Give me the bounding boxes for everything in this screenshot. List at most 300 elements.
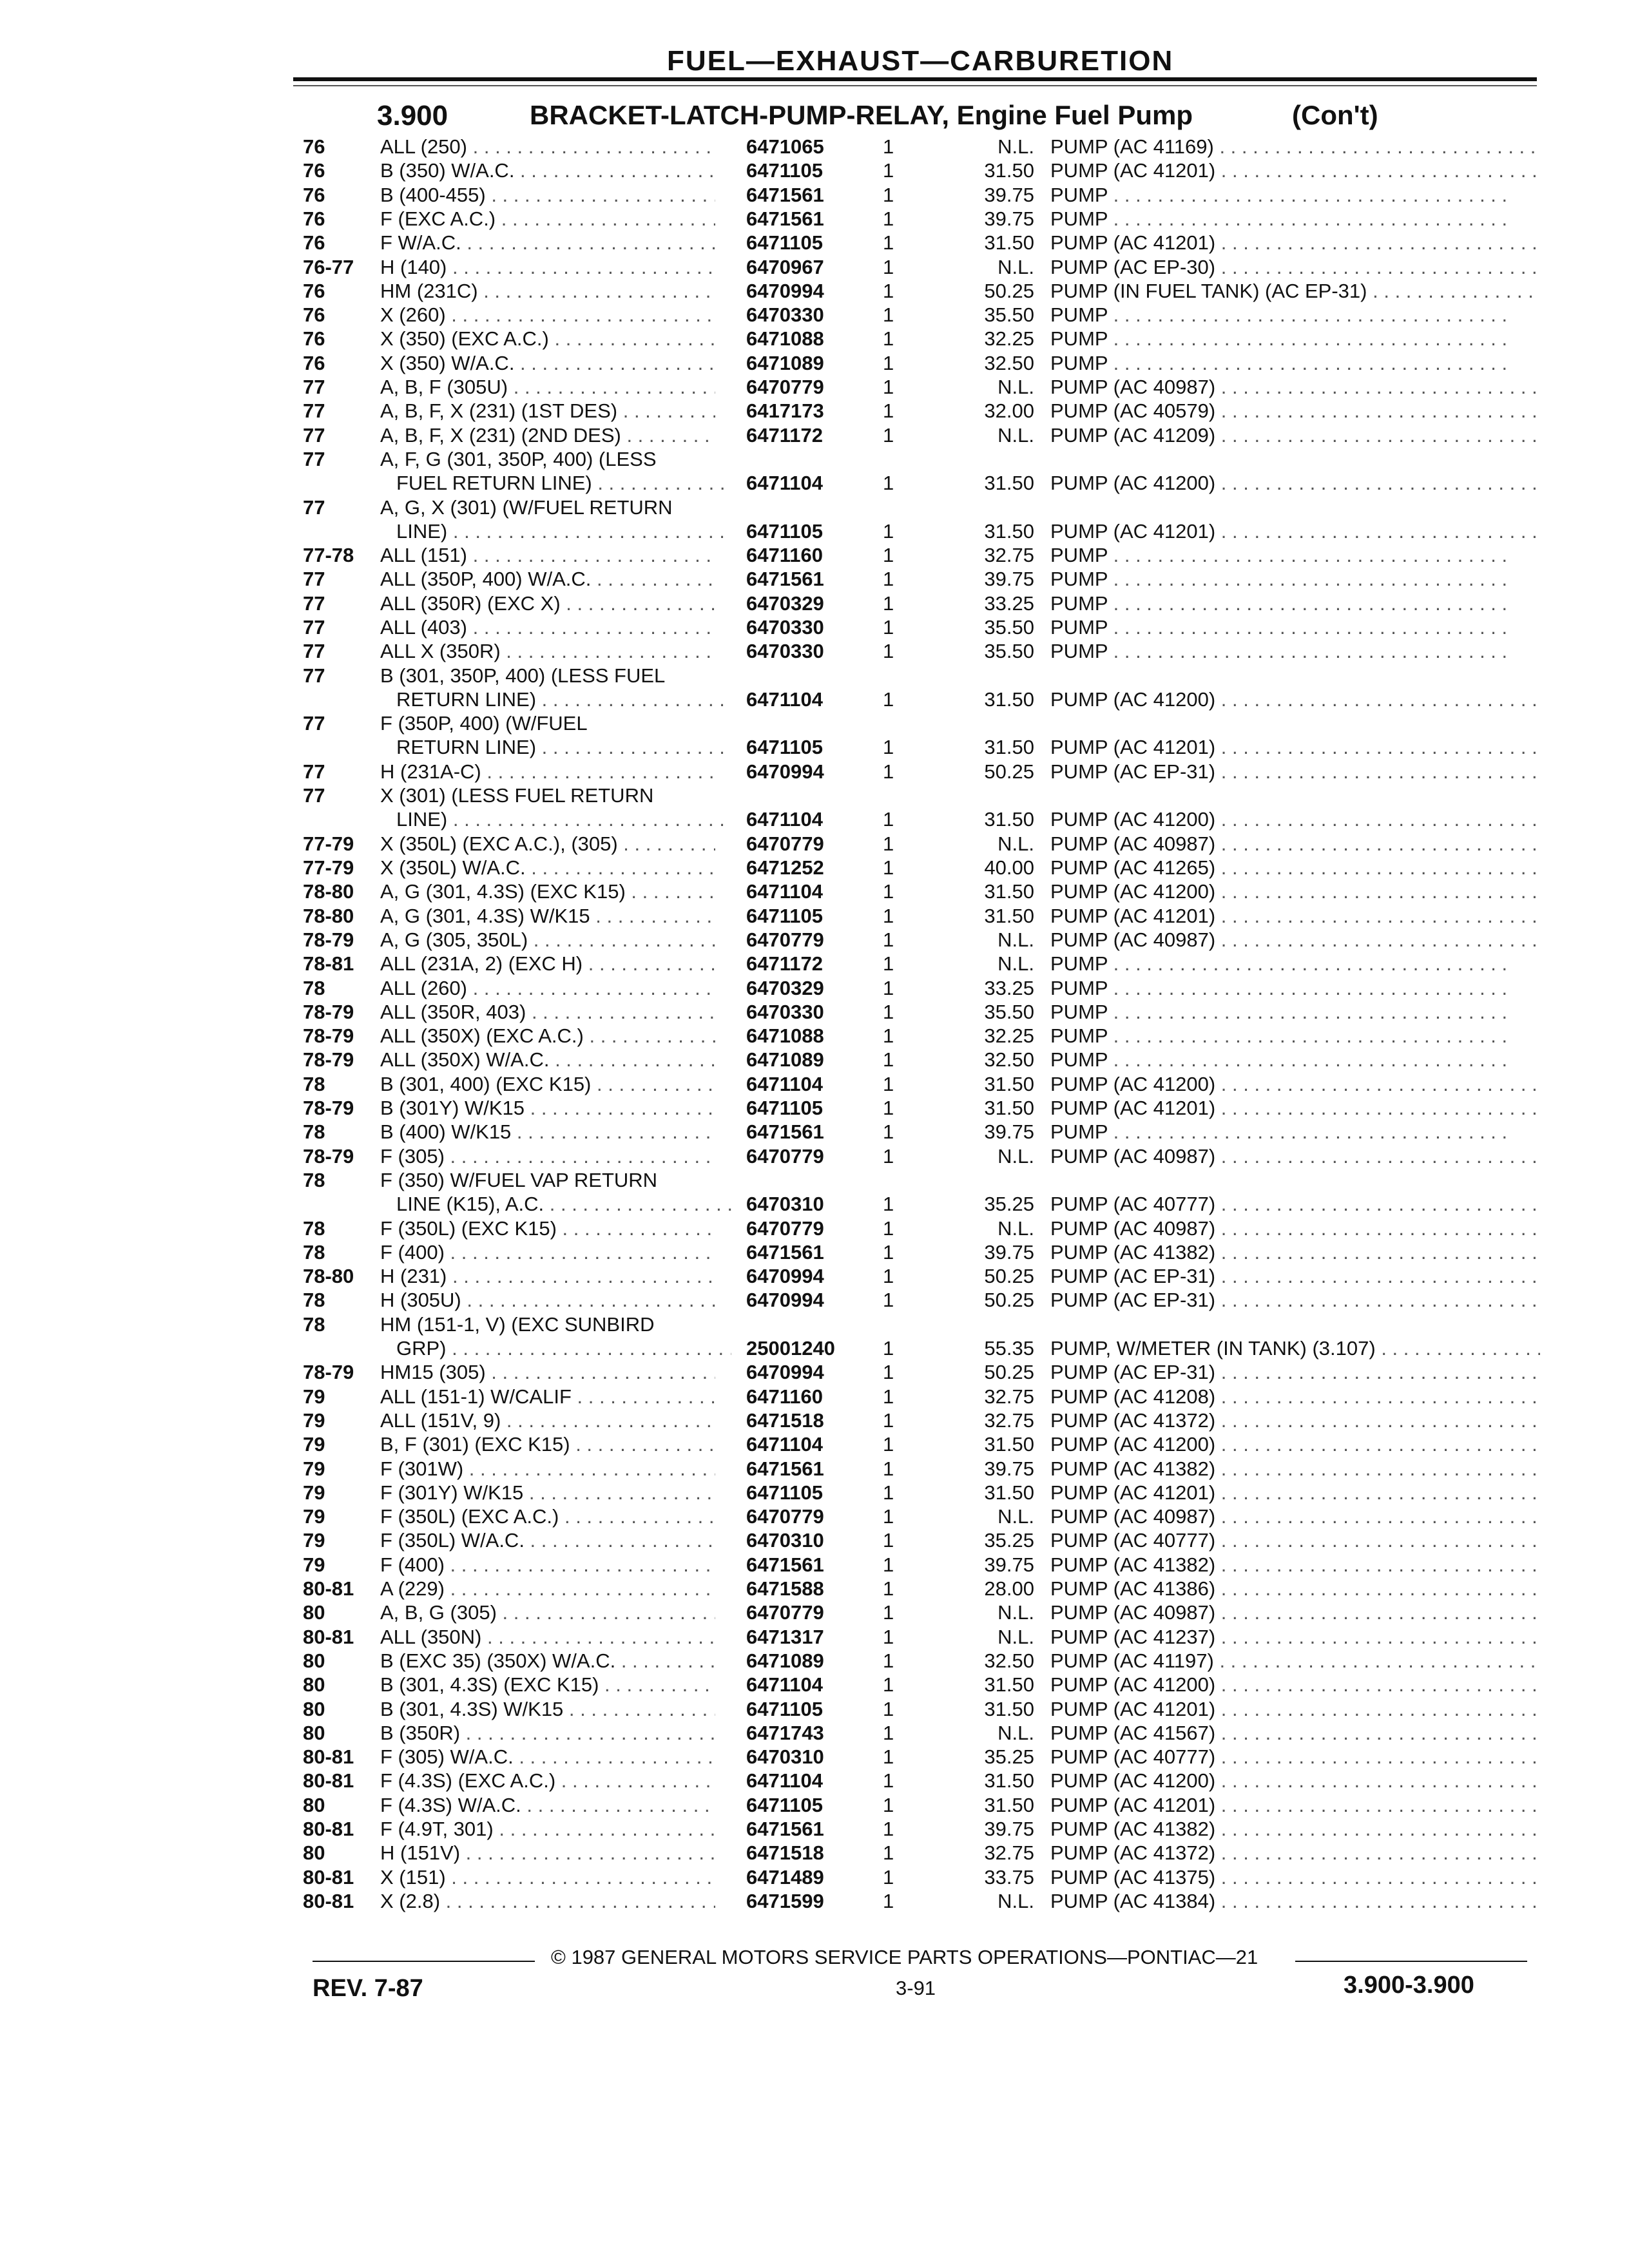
row-part-number: 6470330 xyxy=(746,616,824,639)
row-quantity: 1 xyxy=(883,1889,894,1912)
row-description: A, G, X (301) (W/FUEL RETURN xyxy=(380,495,673,519)
row-part-name: PUMP (AC EP-30) . . . xyxy=(1050,256,1540,279)
row-quantity: 1 xyxy=(883,568,894,591)
row-part-name: PUMP (IN FUEL TANK) (AC EP-31) . . . xyxy=(1050,280,1540,303)
row-year: 80-81 xyxy=(303,1818,354,1840)
row-part-name: PUMP (AC 41382) . . . xyxy=(1050,1553,1540,1577)
row-year: 78-80 xyxy=(303,880,354,903)
row-price: 33.25 xyxy=(984,591,1034,615)
row-price: N.L. xyxy=(998,376,1034,398)
row-price: 31.50 xyxy=(984,1072,1034,1095)
row-year: 77 xyxy=(303,495,325,519)
row-quantity: 1 xyxy=(883,1529,894,1552)
row-description: B (400-455) . . . xyxy=(380,184,715,207)
row-part-name: PUMP (AC 41567) . . . xyxy=(1050,1722,1540,1745)
row-quantity: 1 xyxy=(883,1577,894,1600)
row-description: F (350L) W/A.C. . . . xyxy=(380,1529,715,1552)
table-row xyxy=(0,496,1629,544)
row-price: 31.50 xyxy=(984,808,1034,831)
row-quantity: 1 xyxy=(883,207,894,230)
table-row xyxy=(0,303,1629,327)
row-year: 80 xyxy=(303,1793,325,1816)
table-row xyxy=(0,352,1629,376)
row-description: H (231A-C) . . . xyxy=(380,760,715,783)
row-part-name: PUMP . . . xyxy=(1050,616,1540,639)
row-price: N.L. xyxy=(998,1889,1034,1912)
row-year: 78 xyxy=(303,1312,325,1336)
row-part-name: PUMP (AC 40987) . . . xyxy=(1050,376,1540,399)
row-year: 80-81 xyxy=(303,1745,354,1769)
row-description: ALL (151-1) W/CALIF . . . xyxy=(380,1385,715,1408)
row-quantity: 1 xyxy=(883,1841,894,1865)
row-part-name: PUMP (AC 41197) . . . xyxy=(1050,1649,1540,1673)
row-quantity: 1 xyxy=(883,880,894,903)
row-year: 76-77 xyxy=(303,255,354,278)
row-year: 78-79 xyxy=(303,1048,354,1072)
row-part-name: PUMP (AC 41200) . . . xyxy=(1050,1769,1540,1792)
row-part-name: PUMP (AC 41382) . . . xyxy=(1050,1241,1540,1264)
table-row xyxy=(0,399,1629,423)
table-row xyxy=(0,280,1629,303)
row-quantity: 1 xyxy=(883,1697,894,1720)
row-description: A, B, G (305) . . . xyxy=(380,1601,715,1624)
row-year: 77 xyxy=(303,712,325,735)
row-quantity: 1 xyxy=(883,1265,894,1288)
row-description: A, G (301, 4.3S) (EXC K15) . . . xyxy=(380,880,715,903)
row-description: B (301, 4.3S) (EXC K15) . . . xyxy=(380,1673,715,1696)
row-part-number: 6471561 xyxy=(746,207,824,230)
row-year: 78-79 xyxy=(303,928,354,951)
row-year: 78 xyxy=(303,1120,325,1144)
row-part-number: 6471065 xyxy=(746,135,824,158)
row-part-number: 6471088 xyxy=(746,1024,824,1048)
row-part-number: 6471317 xyxy=(746,1625,824,1648)
row-price: 32.50 xyxy=(984,351,1034,374)
row-price: 35.50 xyxy=(984,640,1034,663)
row-year: 78-80 xyxy=(303,904,354,927)
row-year: 76 xyxy=(303,207,325,230)
row-quantity: 1 xyxy=(883,423,894,447)
table-row xyxy=(0,1361,1629,1385)
table-row xyxy=(0,905,1629,928)
table-row xyxy=(0,1505,1629,1529)
row-quantity: 1 xyxy=(883,640,894,663)
table-row xyxy=(0,1073,1629,1097)
row-description: LINE) . . . xyxy=(396,808,731,831)
row-year: 77 xyxy=(303,568,325,591)
row-price: 32.50 xyxy=(984,1048,1034,1072)
row-price: 32.25 xyxy=(984,327,1034,351)
row-description: X (350) (EXC A.C.) . . . xyxy=(380,327,715,351)
row-price: 33.75 xyxy=(984,1865,1034,1888)
row-year: 77-78 xyxy=(303,544,354,567)
row-price: 32.75 xyxy=(984,1385,1034,1408)
row-quantity: 1 xyxy=(883,1505,894,1528)
row-quantity: 1 xyxy=(883,904,894,927)
row-quantity: 1 xyxy=(883,591,894,615)
table-row xyxy=(0,1698,1629,1722)
table-row xyxy=(0,1409,1629,1433)
table-row xyxy=(0,1289,1629,1312)
row-part-number: 6470330 xyxy=(746,640,824,663)
row-part-number: 6471089 xyxy=(746,1649,824,1672)
row-part-number: 6471252 xyxy=(746,856,824,879)
row-quantity: 1 xyxy=(883,736,894,759)
table-row xyxy=(0,424,1629,448)
table-row xyxy=(0,1794,1629,1818)
row-price: 31.50 xyxy=(984,687,1034,711)
row-part-name: PUMP (AC 41200) . . . xyxy=(1050,1673,1540,1696)
row-description: F W/A.C. . . . xyxy=(380,231,715,255)
row-part-number: 6471105 xyxy=(746,1481,823,1504)
row-quantity: 1 xyxy=(883,1385,894,1408)
footer-rule-left xyxy=(313,1961,535,1962)
row-part-name: PUMP (AC EP-31) . . . xyxy=(1050,1361,1540,1384)
row-quantity: 1 xyxy=(883,1120,894,1144)
row-part-name: PUMP . . . xyxy=(1050,544,1540,567)
row-part-name: PUMP (AC 41201) . . . xyxy=(1050,905,1540,928)
row-year: 76 xyxy=(303,279,325,302)
row-description: A, F, G (301, 350P, 400) (LESS xyxy=(380,447,657,470)
row-part-number: 6471561 xyxy=(746,1553,824,1576)
row-price: 39.75 xyxy=(984,1120,1034,1144)
table-row xyxy=(0,1024,1629,1048)
row-description: F (350L) (EXC K15) . . . xyxy=(380,1217,715,1240)
table-row xyxy=(0,977,1629,1001)
row-part-name: PUMP (AC 40987) . . . xyxy=(1050,1145,1540,1168)
row-description: ALL (403) . . . xyxy=(380,616,715,639)
row-part-number: 6471105 xyxy=(746,1793,823,1816)
row-part-name: PUMP . . . xyxy=(1050,640,1540,663)
table-row xyxy=(0,231,1629,255)
row-part-name: PUMP (AC 40579) . . . xyxy=(1050,399,1540,423)
row-year: 78 xyxy=(303,1240,325,1264)
row-price: 39.75 xyxy=(984,1240,1034,1264)
row-quantity: 1 xyxy=(883,1361,894,1384)
row-description: F (350P, 400) (W/FUEL xyxy=(380,712,588,735)
row-description: ALL (350R, 403) . . . xyxy=(380,1001,715,1024)
row-quantity: 1 xyxy=(883,376,894,398)
row-part-name: PUMP (AC 41201) . . . xyxy=(1050,1698,1540,1721)
row-part-number: 6471172 xyxy=(746,952,823,975)
row-description: F (305) . . . xyxy=(380,1145,715,1168)
row-part-name: PUMP (AC 40777) . . . xyxy=(1050,1193,1540,1216)
row-part-name: PUMP (AC 41200) . . . xyxy=(1050,880,1540,903)
row-year: 80 xyxy=(303,1649,325,1672)
row-price: 31.50 xyxy=(984,1769,1034,1792)
row-year: 78 xyxy=(303,1072,325,1095)
table-row xyxy=(0,207,1629,231)
row-price: 50.25 xyxy=(984,1265,1034,1288)
row-part-name: PUMP (AC 40987) . . . xyxy=(1050,1217,1540,1240)
row-part-name: PUMP (AC 41201) . . . xyxy=(1050,159,1540,182)
row-year: 79 xyxy=(303,1553,325,1576)
row-price: N.L. xyxy=(998,832,1034,855)
row-part-number: 6471105 xyxy=(746,1097,823,1119)
row-quantity: 1 xyxy=(883,928,894,951)
row-description: ALL X (350R) . . . xyxy=(380,640,715,663)
row-description: F (400) . . . xyxy=(380,1241,715,1264)
table-row xyxy=(0,1601,1629,1625)
row-year: 79 xyxy=(303,1457,325,1480)
row-description: F (305) W/A.C. . . . xyxy=(380,1745,715,1769)
row-part-number: 6470779 xyxy=(746,928,824,951)
row-part-name: PUMP (AC 41200) . . . xyxy=(1050,808,1540,831)
row-year: 79 xyxy=(303,1529,325,1552)
row-part-name: PUMP (AC 40987) . . . xyxy=(1050,832,1540,856)
row-price: 31.50 xyxy=(984,1673,1034,1696)
row-part-number: 6471105 xyxy=(746,736,823,759)
row-quantity: 1 xyxy=(883,1721,894,1744)
row-year: 78-79 xyxy=(303,1000,354,1023)
row-part-name: PUMP (AC 41201) . . . xyxy=(1050,736,1540,759)
row-year: 78 xyxy=(303,1168,325,1191)
row-price: 55.35 xyxy=(984,1336,1034,1360)
row-part-name: PUMP (AC 41200) . . . xyxy=(1050,688,1540,711)
row-quantity: 1 xyxy=(883,808,894,831)
row-description: F (301Y) W/K15 . . . xyxy=(380,1481,715,1504)
row-quantity: 1 xyxy=(883,231,894,255)
row-part-name: PUMP (AC 41201) . . . xyxy=(1050,1481,1540,1504)
row-part-number: 6470779 xyxy=(746,1216,824,1240)
row-part-name: PUMP . . . xyxy=(1050,1048,1540,1072)
table-row xyxy=(0,448,1629,496)
row-part-number: 6471104 xyxy=(746,880,823,903)
row-quantity: 1 xyxy=(883,135,894,158)
row-quantity: 1 xyxy=(883,472,894,495)
table-row xyxy=(0,784,1629,832)
row-quantity: 1 xyxy=(883,399,894,423)
row-quantity: 1 xyxy=(883,976,894,999)
row-quantity: 1 xyxy=(883,1865,894,1888)
row-part-name: PUMP (AC 41208) . . . xyxy=(1050,1385,1540,1408)
row-year: 78 xyxy=(303,1289,325,1312)
row-price: 39.75 xyxy=(984,183,1034,206)
row-part-number: 6470779 xyxy=(746,832,824,855)
row-quantity: 1 xyxy=(883,544,894,567)
row-year: 77 xyxy=(303,376,325,398)
table-row xyxy=(0,1265,1629,1289)
row-quantity: 1 xyxy=(883,519,894,543)
row-description: X (350L) (EXC A.C.), (305) . . . xyxy=(380,832,715,856)
row-part-number: 6471561 xyxy=(746,568,824,591)
section-continued: (Con't) xyxy=(1292,100,1378,130)
row-description: B (350R) . . . xyxy=(380,1722,715,1745)
row-price: 32.75 xyxy=(984,1841,1034,1865)
row-part-name: PUMP (AC 41201) . . . xyxy=(1050,1794,1540,1817)
row-quantity: 1 xyxy=(883,1336,894,1360)
row-part-number: 6471104 xyxy=(746,1769,823,1792)
row-quantity: 1 xyxy=(883,1649,894,1672)
row-price: N.L. xyxy=(998,1601,1034,1624)
row-price: 31.50 xyxy=(984,231,1034,255)
row-part-name: PUMP . . . xyxy=(1050,1024,1540,1048)
row-year: 78 xyxy=(303,976,325,999)
row-year: 77 xyxy=(303,591,325,615)
row-part-name: PUMP (AC 41372) . . . xyxy=(1050,1409,1540,1432)
row-part-number: 6417173 xyxy=(746,399,824,423)
table-row xyxy=(0,640,1629,664)
row-price: 31.50 xyxy=(984,904,1034,927)
row-description: B (301, 400) (EXC K15) . . . xyxy=(380,1073,715,1096)
row-part-name: PUMP (AC 40987) . . . xyxy=(1050,928,1540,952)
row-quantity: 1 xyxy=(883,1769,894,1792)
row-price: 35.25 xyxy=(984,1745,1034,1769)
table-row xyxy=(0,135,1629,159)
row-price: 50.25 xyxy=(984,279,1034,302)
row-description: RETURN LINE) . . . xyxy=(396,688,731,711)
row-year: 80-81 xyxy=(303,1769,354,1792)
row-part-name: PUMP (AC 40987) . . . xyxy=(1050,1505,1540,1528)
row-part-number: 6470994 xyxy=(746,279,824,302)
row-description: A, B, F, X (231) (2ND DES) . . . xyxy=(380,424,715,447)
row-year: 80-81 xyxy=(303,1577,354,1600)
row-quantity: 1 xyxy=(883,183,894,206)
table-row xyxy=(0,1769,1629,1793)
table-row xyxy=(0,1577,1629,1601)
table-row xyxy=(0,1217,1629,1241)
table-row xyxy=(0,1626,1629,1649)
row-part-number: 6471743 xyxy=(746,1721,824,1744)
row-description: GRP) . . . xyxy=(396,1337,731,1360)
row-quantity: 1 xyxy=(883,327,894,351)
row-year: 79 xyxy=(303,1505,325,1528)
table-row xyxy=(0,1890,1629,1914)
row-part-number: 6470994 xyxy=(746,760,824,783)
row-description: B (400) W/K15 . . . xyxy=(380,1120,715,1144)
row-description: X (151) . . . xyxy=(380,1866,715,1889)
row-description: A, G (301, 4.3S) W/K15 . . . xyxy=(380,905,715,928)
row-price: 39.75 xyxy=(984,1457,1034,1480)
row-part-name: PUMP . . . xyxy=(1050,303,1540,327)
row-description: H (231) . . . xyxy=(380,1265,715,1288)
row-year: 80-81 xyxy=(303,1625,354,1648)
table-row xyxy=(0,1313,1629,1361)
row-year: 76 xyxy=(303,303,325,327)
row-description: ALL (350R) (EXC X) . . . xyxy=(380,592,715,615)
row-quantity: 1 xyxy=(883,1481,894,1504)
row-part-name: PUMP . . . xyxy=(1050,184,1540,207)
table-row xyxy=(0,1385,1629,1409)
row-price: 50.25 xyxy=(984,1361,1034,1384)
row-price: 39.75 xyxy=(984,1553,1034,1576)
row-part-name: PUMP (AC 41201) . . . xyxy=(1050,520,1540,543)
row-part-number: 6471561 xyxy=(746,183,824,206)
row-price: 31.50 xyxy=(984,1481,1034,1504)
header-rule xyxy=(293,77,1537,81)
row-part-name: PUMP (AC EP-31) . . . xyxy=(1050,1265,1540,1288)
row-year: 76 xyxy=(303,183,325,206)
table-row xyxy=(0,832,1629,856)
revision: REV. 7-87 xyxy=(313,1975,423,2002)
table-row xyxy=(0,544,1629,568)
row-price: 31.50 xyxy=(984,159,1034,182)
row-year: 80 xyxy=(303,1697,325,1720)
row-description: ALL (231A, 2) (EXC H) . . . xyxy=(380,952,715,975)
page-number: 3-91 xyxy=(896,1977,936,1999)
row-part-number: 6470310 xyxy=(746,1193,824,1216)
table-row xyxy=(0,1553,1629,1577)
row-quantity: 1 xyxy=(883,1793,894,1816)
row-price: N.L. xyxy=(998,1144,1034,1168)
row-quantity: 1 xyxy=(883,687,894,711)
row-quantity: 1 xyxy=(883,1289,894,1312)
row-description: ALL (350X) W/A.C. . . . xyxy=(380,1048,715,1072)
row-description: ALL (151) . . . xyxy=(380,544,715,567)
row-part-number: 6470779 xyxy=(746,376,824,398)
row-quantity: 1 xyxy=(883,1072,894,1095)
row-description: B (350) W/A.C. . . . xyxy=(380,159,715,182)
row-part-number: 6470310 xyxy=(746,1745,824,1769)
row-part-name: PUMP (AC 40777) . . . xyxy=(1050,1529,1540,1552)
row-year: 80 xyxy=(303,1841,325,1865)
row-part-number: 6471104 xyxy=(746,1673,823,1696)
row-quantity: 1 xyxy=(883,1240,894,1264)
row-part-number: 6471105 xyxy=(746,904,823,927)
row-part-name: PUMP . . . xyxy=(1050,352,1540,375)
row-quantity: 1 xyxy=(883,1216,894,1240)
row-price: 32.75 xyxy=(984,544,1034,567)
row-quantity: 1 xyxy=(883,1457,894,1480)
row-description: ALL (260) . . . xyxy=(380,977,715,1000)
row-part-number: 6471599 xyxy=(746,1889,824,1912)
row-part-number: 25001240 xyxy=(746,1336,835,1360)
row-price: N.L. xyxy=(998,1721,1034,1744)
row-description: ALL (350X) (EXC A.C.) . . . xyxy=(380,1024,715,1048)
row-year: 79 xyxy=(303,1433,325,1456)
table-row xyxy=(0,1649,1629,1673)
row-quantity: 1 xyxy=(883,1625,894,1648)
row-price: 31.50 xyxy=(984,1697,1034,1720)
row-part-name: PUMP . . . xyxy=(1050,1001,1540,1024)
table-row xyxy=(0,1048,1629,1072)
table-row xyxy=(0,1145,1629,1169)
row-part-name: PUMP (AC 41200) . . . xyxy=(1050,472,1540,495)
row-part-number: 6471588 xyxy=(746,1577,824,1600)
table-row xyxy=(0,1673,1629,1697)
row-price: 32.00 xyxy=(984,399,1034,423)
row-part-name: PUMP . . . xyxy=(1050,952,1540,975)
row-quantity: 1 xyxy=(883,1097,894,1119)
row-description: X (260) . . . xyxy=(380,303,715,327)
row-year: 77 xyxy=(303,423,325,447)
row-description: F (4.3S) (EXC A.C.) . . . xyxy=(380,1769,715,1792)
row-price: 32.25 xyxy=(984,1024,1034,1048)
row-price: 32.75 xyxy=(984,1408,1034,1432)
row-year: 77 xyxy=(303,760,325,783)
row-price: 35.50 xyxy=(984,303,1034,327)
row-part-number: 6471518 xyxy=(746,1408,824,1432)
row-part-name: PUMP (AC 41372) . . . xyxy=(1050,1841,1540,1865)
row-description: H (151V) . . . xyxy=(380,1841,715,1865)
row-year: 76 xyxy=(303,231,325,255)
row-part-name: PUMP (AC 41375) . . . xyxy=(1050,1866,1540,1889)
row-year: 77 xyxy=(303,616,325,639)
row-part-number: 6470779 xyxy=(746,1601,824,1624)
row-price: N.L. xyxy=(998,928,1034,951)
row-price: 35.25 xyxy=(984,1193,1034,1216)
table-row xyxy=(0,159,1629,183)
row-part-number: 6471104 xyxy=(746,687,823,711)
row-quantity: 1 xyxy=(883,616,894,639)
row-part-number: 6470330 xyxy=(746,303,824,327)
row-year: 80-81 xyxy=(303,1865,354,1888)
row-description: ALL (151V, 9) . . . xyxy=(380,1409,715,1432)
row-part-name: PUMP (AC 41386) . . . xyxy=(1050,1577,1540,1600)
row-year: 79 xyxy=(303,1385,325,1408)
row-part-number: 6470779 xyxy=(746,1144,824,1168)
row-year: 80-81 xyxy=(303,1889,354,1912)
